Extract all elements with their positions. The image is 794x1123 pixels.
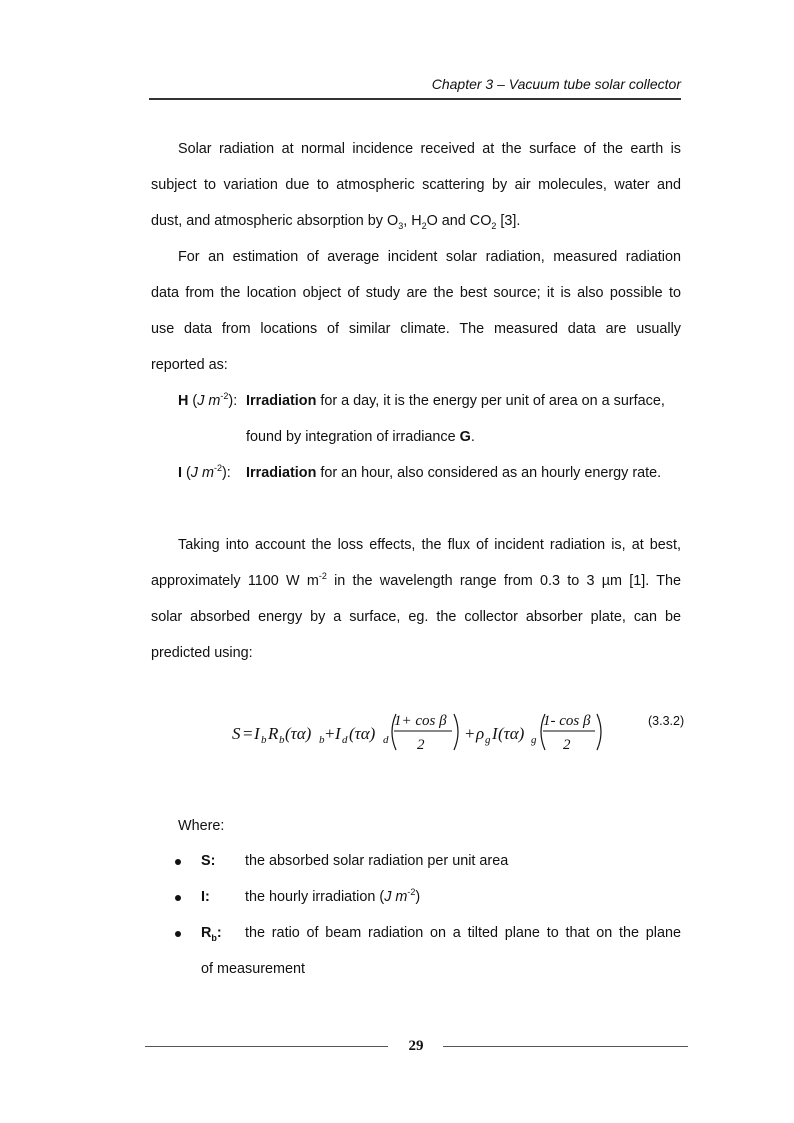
para3-line4: predicted using: bbox=[151, 645, 253, 661]
para2-line4: reported as: bbox=[151, 357, 228, 373]
footer-rule-left bbox=[145, 1046, 388, 1047]
bullet-rb-text: the ratio of beam radiation on a tilted plane to that on the plane bbox=[245, 925, 681, 941]
eq-ta2-sub: d bbox=[383, 734, 389, 746]
bullet-dot bbox=[175, 859, 181, 865]
eq-ta2: (τα) bbox=[349, 724, 376, 743]
eq-rho: ρ bbox=[476, 724, 485, 743]
eq-plus2: + bbox=[465, 724, 475, 743]
def-h-text: Irradiation for a day, it is the energy per unit of area on a surface, bbox=[246, 393, 665, 409]
eq-id: I bbox=[335, 724, 341, 743]
equation-3-3-2 bbox=[232, 708, 612, 756]
running-header: Chapter 3 – Vacuum tube solar collector bbox=[431, 76, 681, 92]
eq-paren2-right bbox=[597, 714, 601, 750]
eq-ig: I bbox=[492, 724, 498, 743]
para2-line2: data from the location object of study are the best source; it is also possible to bbox=[151, 285, 681, 301]
def-h-continuation: found by integration of irradiance G. bbox=[246, 429, 475, 445]
bullet-rb-continuation: of measurement bbox=[201, 961, 305, 977]
eq-frac1-den: 2 bbox=[417, 737, 425, 753]
eq-ta1-sub: b bbox=[319, 734, 325, 746]
eq-ta1: (τα) bbox=[285, 724, 312, 743]
footer-rule-right bbox=[443, 1046, 688, 1047]
eq-plus1: + bbox=[325, 724, 335, 743]
bullet-rb-symbol: $R_b$: bbox=[201, 925, 222, 943]
eq-rb: R bbox=[268, 724, 279, 743]
eq-rho-sub: g bbox=[485, 734, 491, 746]
para1-line2: subject to variation due to atmospheric scattering by air molecules, water and bbox=[151, 177, 681, 193]
eq-frac2-num: 1- cos β bbox=[543, 713, 591, 729]
def-h-symbol: H (J $m^{-2}$): bbox=[178, 391, 238, 409]
eq-frac2-den: 2 bbox=[563, 737, 571, 753]
where-label: Where: bbox=[178, 818, 225, 834]
bullet-i-symbol: I: bbox=[201, 889, 210, 905]
equation-number: (3.3.2) bbox=[648, 714, 685, 728]
para1-line3: dust, and atmospheric absorption by $O_3$, $H_2O$ and $CO_2$ [3]. bbox=[151, 213, 521, 231]
bullet-s-text: the absorbed solar radiation per unit area bbox=[245, 853, 509, 869]
para2-line1: For an estimation of average incident solar radiation, measured radiation bbox=[178, 249, 681, 265]
eq-ib-sub: b bbox=[261, 734, 267, 746]
eq-paren1-right bbox=[454, 714, 458, 750]
para3-line1: Taking into account the loss effects, the flux of incident radiation is, at best, bbox=[178, 537, 681, 553]
eq-rb-sub: b bbox=[279, 734, 285, 746]
eq-ta3-sub: g bbox=[531, 734, 537, 746]
bullet-dot bbox=[175, 931, 181, 937]
para3-line3: solar absorbed energy by a surface, eg. the collector absorber plate, can be bbox=[151, 609, 681, 625]
eq-id-sub: d bbox=[342, 734, 348, 746]
para2-line3: use data from locations of similar climate. The measured data are usually bbox=[151, 321, 681, 337]
bullet-s-symbol: S: bbox=[201, 853, 216, 869]
eq-ta3: (τα) bbox=[498, 724, 525, 743]
bullet-dot bbox=[175, 895, 181, 901]
def-i-text: Irradiation for an hour, also considered as an hourly energy rate. bbox=[246, 465, 662, 481]
para3-line2: approximately 1100 W $m^{-2}$ in the wavelength range from 0.3 to 3 µm [1]. The bbox=[151, 571, 681, 589]
eq-equals: = bbox=[243, 724, 253, 743]
header-rule bbox=[149, 98, 681, 100]
eq-lhs: S bbox=[232, 724, 241, 743]
def-i-symbol: I (J $m^{-2}$): bbox=[178, 463, 231, 481]
eq-ib: I bbox=[254, 724, 260, 743]
eq-frac1-num: 1+ cos β bbox=[394, 713, 447, 729]
bullet-i-text: the hourly irradiation (J $m^{-2}$) bbox=[245, 887, 421, 905]
page-number: 29 bbox=[408, 1038, 424, 1054]
para1-line1: Solar radiation at normal incidence received at the surface of the earth is bbox=[178, 141, 681, 157]
